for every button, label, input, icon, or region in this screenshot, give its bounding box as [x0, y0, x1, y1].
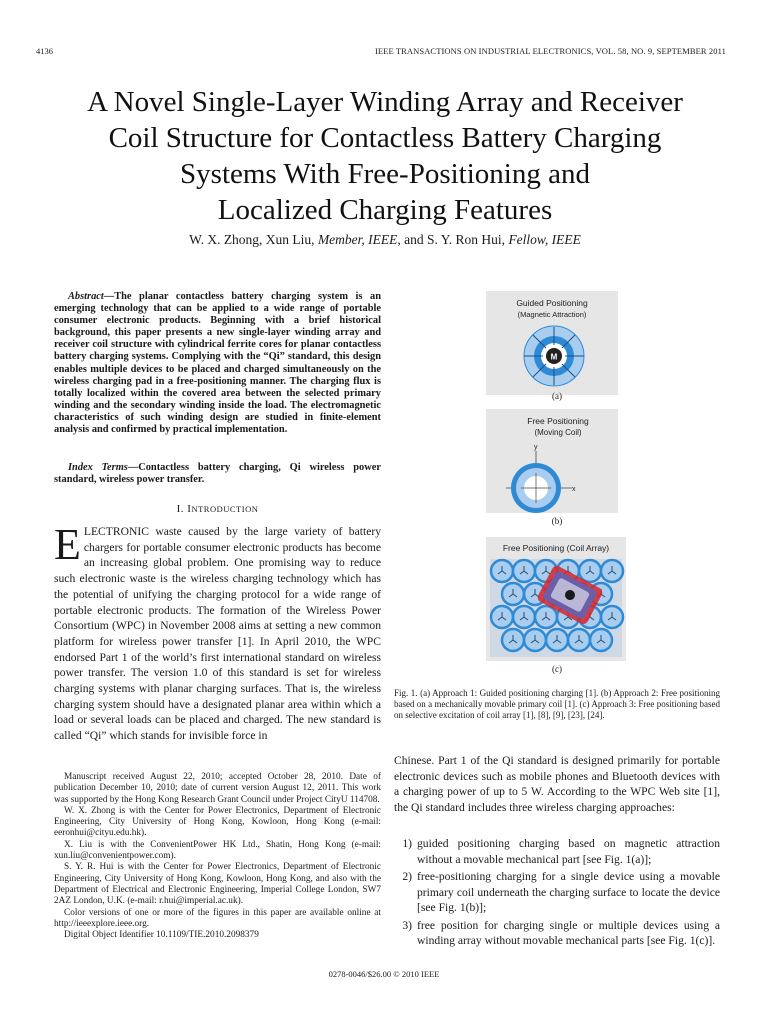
drop-cap: E — [54, 520, 81, 569]
figure-c-label: (c) — [552, 664, 562, 674]
list-text: free-positioning charging for a single device using a movable primary coil underneath the charging surface to locate the device [see Fig. 1(b)]; — [417, 869, 720, 915]
list-number: 1) — [402, 837, 412, 850]
paper-title — [40, 84, 730, 228]
figure-c-title: Free Positioning (Coil Array) — [502, 543, 610, 553]
x-axis-label: x — [572, 486, 576, 493]
qi-approach-list — [394, 836, 720, 950]
author-role: Member, IEEE — [317, 232, 398, 247]
intro-paragraph — [54, 520, 381, 744]
title-line: A Novel Single-Layer Winding Array and Receiver — [87, 86, 683, 118]
author-names: W. X. Zhong, Xun Liu, — [189, 232, 315, 247]
index-terms-label: Index Terms — [68, 462, 128, 473]
figure-b-title-1: Free Positioning — [527, 416, 589, 426]
right-body-paragraph: Chinese. Part 1 of the Qi standard is designed primarily for portable electronic devices such as mobile phones and Bluetooth devices with a charging power of up to 5 W. According to the WPC Web site [1], the Qi standard includes three wireless charging approaches: — [394, 754, 720, 815]
page-number: 4136 — [36, 46, 53, 56]
footnote-para: Color versions of one or more of the figures in this paper are available online at http://ieeexplore.ieee.org. — [54, 907, 381, 929]
figure-a-label: (a) — [552, 391, 562, 401]
magnet-letter: M — [550, 352, 558, 362]
title-line: Localized Charging Features — [217, 194, 553, 226]
footnote-para: Digital Object Identifier 10.1109/TIE.2010.2098379 — [64, 930, 259, 941]
title-line: Coil Structure for Contactless Battery Charging — [108, 122, 662, 154]
figure-b-title-2: (Moving Coil) — [534, 428, 582, 437]
list-number: 2) — [402, 869, 412, 883]
figure-a-title-2: (Magnetic Attraction) — [517, 310, 587, 319]
list-number: 3) — [402, 918, 412, 932]
y-axis-label: y — [534, 444, 538, 451]
section-heading — [54, 503, 381, 515]
footnote-para: W. X. Zhong is with the Center for Power Electronics, Department of Electronic Engineering, City University of Hong Kong, Kowloon, Hong Kong (e-mail: eeronhui@cityu.edu.hk). — [54, 805, 381, 839]
figure-1a — [486, 291, 618, 395]
abstract-text: —The planar contactless battery charging system is an emerging technology that can be applied to a wide range of portable consumer electronic products. Beginning with a brief historical background, this paper presents a new single-layer winding array and receiver coil structure with cylindrical ferrite cores for planar contactless battery charging systems. Complying with the “Qi” standard, this design enables multiple devices to be placed and charged simultaneously on the wireless charging pad in a free-positioning manner. The charging flux is totally localized within the covered area between the selected primary winding and the secondary winding inside the load. The electromagnetic characteristics of such winding design are studied in finite-element analysis and confirmed by practical implementation. — [54, 291, 381, 436]
abstract — [54, 291, 381, 436]
author-list — [40, 232, 730, 248]
list-text: free position for charging single or multiple devices using a winding array without movable mechanical parts [see Fig. 1(c)]. — [417, 918, 720, 948]
figure-caption: Fig. 1. (a) Approach 1: Guided positioning charging [1]. (b) Approach 2: Free positioning based on a mechanically movable primary coil [1]. (c) Approach 3: Free positioning based on selective excitation of coil array [1], [8], [9], [23], [24]. — [394, 688, 720, 721]
footnote-para: Manuscript received August 22, 2010; accepted October 28, 2010. Date of publication December 10, 2010; date of current version August 12, 2011. This work was supported by the Hong Kong Research Grant Council under Project CityU 114708. — [54, 772, 381, 805]
section-title-rest: NTRODUCTION — [191, 504, 259, 514]
figure-1c — [486, 537, 626, 661]
list-text: guided positioning charging based on magnetic attraction without a movable mechanical part [see Fig. 1(a)]; — [417, 837, 720, 866]
index-terms — [54, 462, 381, 486]
journal-header: IEEE TRANSACTIONS ON INDUSTRIAL ELECTRONICS, VOL. 58, NO. 9, SEPTEMBER 2011 — [374, 46, 726, 56]
figure-1b — [486, 409, 618, 513]
title-line: Systems With Free-Positioning and — [180, 158, 590, 190]
list-item — [394, 918, 720, 949]
copyright-footer: 0278-0046/$26.00 © 2010 IEEE — [328, 969, 440, 979]
footnote-para: S. Y. R. Hui is with the Center for Power Electronics, Department of Electronic Engineering, City University of Hong Kong, Kowloon, Hong Kong, and also with the Department of Electrical and Electronic Engineering, Imperial College London, SW7 2AZ London, U.K. (e-mail: r.hui@imperial.ac.uk). — [54, 862, 381, 907]
intro-text: LECTRONIC waste caused by the large variety of battery chargers for portable consumer electronic products has become an increasing global problem. One promising way to reduce such electronic waste is the wireless charging technology which has the potential of unifying the charging protocol for a wide range of portable electronic products. The formation of the Wireless Power Consortium (WPC) in November 2008 aims at setting a new common platform for wireless power transfer [1]. In April 2010, the WPC endorsed Part 1 of the world’s first international standard on wireless power transfer. The version 1.0 of this standard is set for wireless charging systems with planar charging surfaces. That is, the wireless charging system should have a designated planar area within which a load or several loads can be placed and charged. The new standard is called “Qi” which stands for invisible force in — [54, 525, 381, 743]
index-terms-text: —Contactless battery charging, Qi wireless power standard, wireless power transfer. — [54, 462, 381, 486]
author-role: Fellow, IEEE — [508, 232, 581, 247]
abstract-label: Abstract — [68, 291, 104, 302]
footnote-para: X. Liu is with the ConvenientPower HK Ltd., Shatin, Hong Kong (e-mail: xun.liu@convenientpower.com). — [54, 839, 381, 862]
author-names: , and S. Y. Ron Hui, — [397, 232, 506, 247]
list-item — [394, 869, 720, 916]
list-item — [394, 836, 720, 867]
figure-a-title-1: Guided Positioning — [516, 298, 588, 308]
section-title-first: I — [187, 503, 192, 515]
section-numeral: I. — [176, 503, 185, 515]
footnote — [54, 772, 381, 941]
figure-b-label: (b) — [551, 516, 563, 526]
